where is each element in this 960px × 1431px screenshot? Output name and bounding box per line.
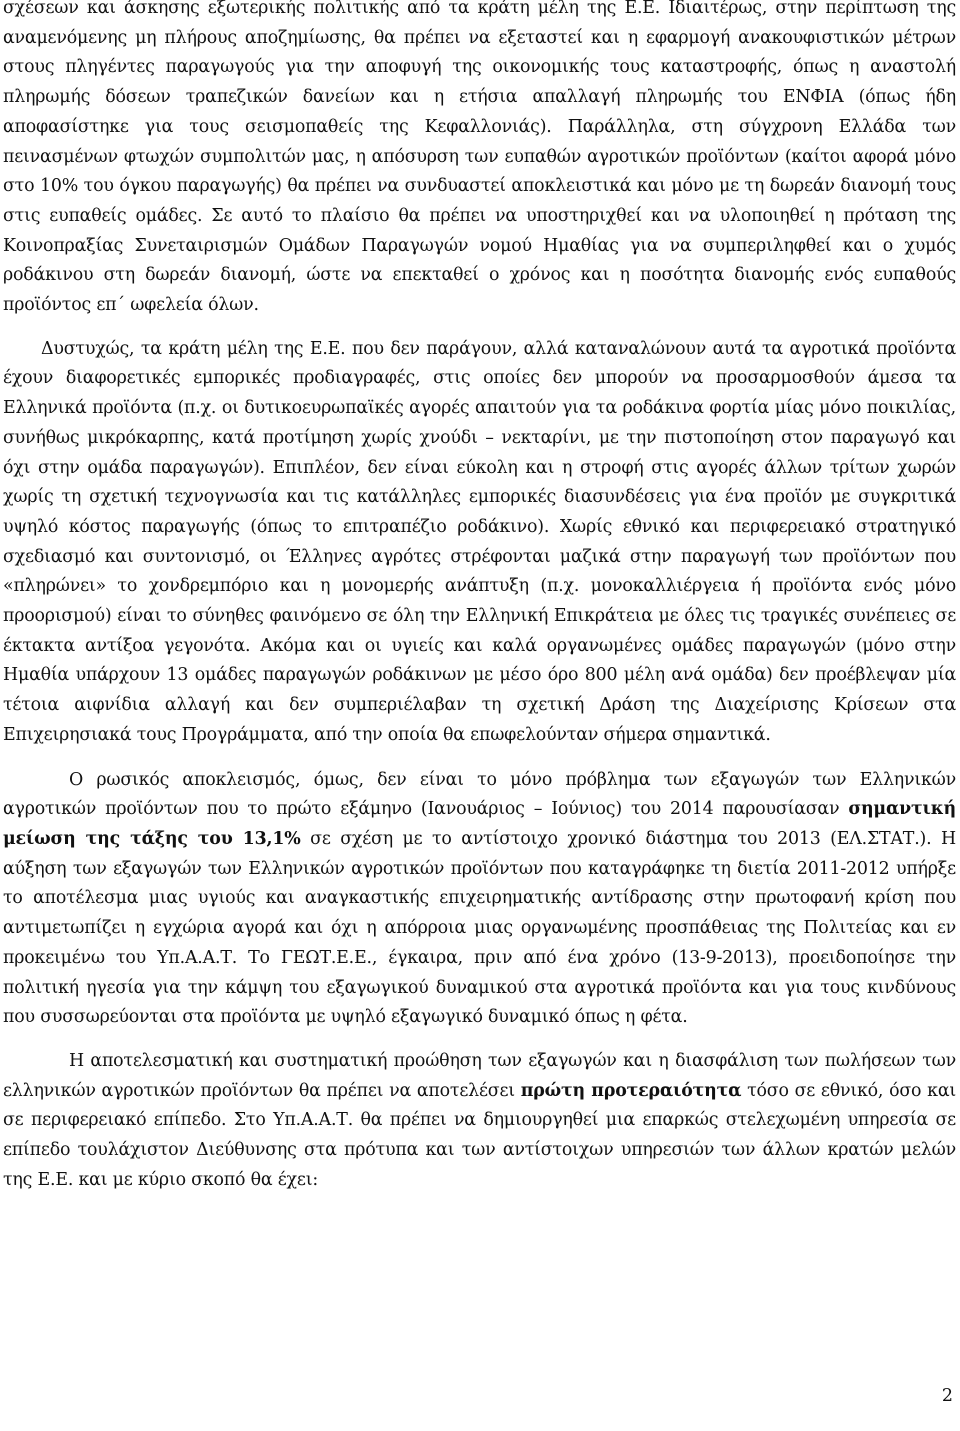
paragraph-3-text-b: σε σχέση με το αντίστοιχο χρονικό διάστημα του 2013 (ΕΛ.ΣΤΑΤ.). Η αύξηση των εξαγωγών των Ελληνικών αγροτικών προϊόντων που καταγράφηκε τη διετία 2011-2012 υπήρξε το αποτέλεσμα μιας υγιούς και αναγκαστικής επιχειρηματικής αντίδρασης στην πρωτοφανή κρίση που αντιμετωπίζει η εγχώρια αγορά και όχι η απόρροια μιας οργανωμένης προσπάθειας της Πολιτείας και εν προκειμένω του Υπ.Α.Α.Τ. Το ΓΕΩΤ.Ε.Ε., έγκαιρα, πριν από ένα χρόνο (13-9-2013), προειδοποίησε την πολιτική ηγεσία για την κάμψη του εξαγωγικού δυναμικού στα αγροτικά προϊόντα και για τους κινδύνους που συσσωρεύονται στα προϊόντα με υψηλό εξαγωγικό δυναμικό όπως η φέτα. <box>3 828 956 1028</box>
paragraph-4-text-a: Η αποτελεσματική και συστηματική προώθηση των εξαγωγών και η διασφάλιση των πωλήσεων των ελληνικών αγροτικών προϊόντων θα πρέπει να αποτελέσει <box>3 1050 956 1101</box>
paragraph-4-text-b: τόσο σε εθνικό, όσο και σε περιφερειακό επίπεδο. Στο Υπ.Α.Α.Τ. θα πρέπει να δημιουργηθεί μια επαρκώς στελεχωμένη υπηρεσία σε επίπεδο τουλάχιστον Διεύθυνσης στα πρότυπα και των αντίστοιχων υπηρεσιών των άλλων κρατών μελών της Ε.Ε. και με κύριο σκοπό θα έχει: <box>3 1080 956 1190</box>
paragraph-1 <box>3 0 956 321</box>
paragraph-1-text: σχέσεων και άσκησης εξωτερικής πολιτικής από τα κράτη μέλη της Ε.Ε. Ιδιαιτέρως, στην περίπτωση της αναμενόμενης μη πλήρους αποζημίωσης, θα πρέπει να εξεταστεί και η εφαρμογή ανακουφιστικών μέτρων στους πληγέντες παραγωγούς για την αποφυγή της οικονομικής τους καταστροφής, όπως η αναστολή πληρωμής δόσεων τραπεζικών δανείων και η ετήσια απαλλαγή πληρωμής του ΕΝΦΙΑ (όπως ήδη αποφασίστηκε για τους σεισμοπαθείς της Κεφαλλονιάς). Παράλληλα, στη σύγχρονη Ελλάδα των πεινασμένων φτωχών συμπολιτών μας, η απόσυρση των ευπαθών αγροτικών προϊόντων (καίτοι αφορά μόνο στο 10% του όγκου παραγωγής) θα πρέπει να συνδυαστεί αποκλειστικά και μόνο με τη δωρεάν διανομή τους στις ευπαθείς ομάδες. Σε αυτό το πλαίσιο θα πρέπει να υποστηριχθεί και να υλοποιηθεί η πρόταση της Κοινοπραξίας Συνεταιρισμών Ομάδων Παραγωγών νομού Ημαθίας για να συμπεριληφθεί και ο χυμός ροδάκινου στη δωρεάν διανομή, ώστε να επεκταθεί ο χρόνος και η ποσότητα διανομής ενός ευπαθούς προϊόντος επ΄ ωφελεία όλων. <box>3 0 956 316</box>
paragraph-3-bold-emphasis: σημαντική μείωση της τάξης του 13,1% <box>3 799 956 849</box>
paragraph-2-text: Δυστυχώς, τα κράτη μέλη της Ε.Ε. που δεν παράγουν, αλλά καταναλώνουν αυτά τα αγροτικά προϊόντα έχουν διαφορετικές εμπορικές προδιαγραφές, στις οποίες δεν μπορούν να προσαρμοσθούν άμεσα τα Ελληνικά προϊόντα (π.χ. οι δυτικοευρωπαϊκές αγορές απαιτούν για τα ροδάκινα φορτία μίας μόνο ποικιλίας, συνήθως μικρόκαρπης, κατά προτίμηση χωρίς χνούδι – νεκταρίνι, με την πιστοποίηση στον παραγωγό και όχι στην ομάδα παραγωγών). Επιπλέον, δεν είναι εύκολη και η στροφή στις αγορές άλλων τρίτων χωρών χωρίς τη σχετική τεχνογνωσία και τις κατάλληλες εμπορικές διασυνδέσεις για ένα προϊόν με συγκριτικά υψηλό κόστος παραγωγής (όπως το επιτραπέζιο ροδάκινο). Χωρίς εθνικό και περιφερειακό στρατηγικό σχεδιασμό και συντονισμό, οι Έλληνες αγρότες στρέφονται μαζικά στην παραγωγή των προϊόντων που «πληρώνει» το χονδρεμπόριο και η μονομερής ανάπτυξη (π.χ. μονοκαλλιέργεια ή προϊόντα ενός μόνο προορισμού) είναι το σύνηθες φαινόμενο σε όλη την Ελληνική Επικράτεια με όλες τις τραγικές συνέπειες σε έκτακτα αντίξοα γεγονότα. Ακόμα και οι υγιείς και καλά οργανωμένες ομάδες παραγωγών (μόνο στην Ημαθία υπάρχουν 13 ομάδες παραγωγών ροδάκινων με μέσο όρο 800 μέλη ανά ομάδα) δεν προέβλεψαν μία τέτοια αιφνίδια αλλαγή και δεν συμπεριέλαβαν τη σχετική Δράση της Διαχείρισης Κρίσεων στα Επιχειρησιακά τους Προγράμματα, από την οποία θα επωφελούνταν σήμερα σημαντικά. <box>3 338 956 745</box>
paragraph-4-bold-emphasis: πρώτη προτεραιότητα <box>520 1080 742 1101</box>
document-page <box>3 0 956 1195</box>
paragraph-3-text-a: Ο ρωσικός αποκλεισμός, όμως, δεν είναι το μόνο πρόβλημα των εξαγωγών των Ελληνικών αγροτικών προϊόντων που το πρώτο εξάμηνο (Ιανουάριος – Ιούνιος) του 2014 παρουσίασαν <box>3 769 956 820</box>
paragraph-2 <box>3 335 956 751</box>
paragraph-3 <box>3 766 956 1033</box>
paragraph-4 <box>3 1047 956 1196</box>
page-number: 2 <box>941 1386 953 1406</box>
